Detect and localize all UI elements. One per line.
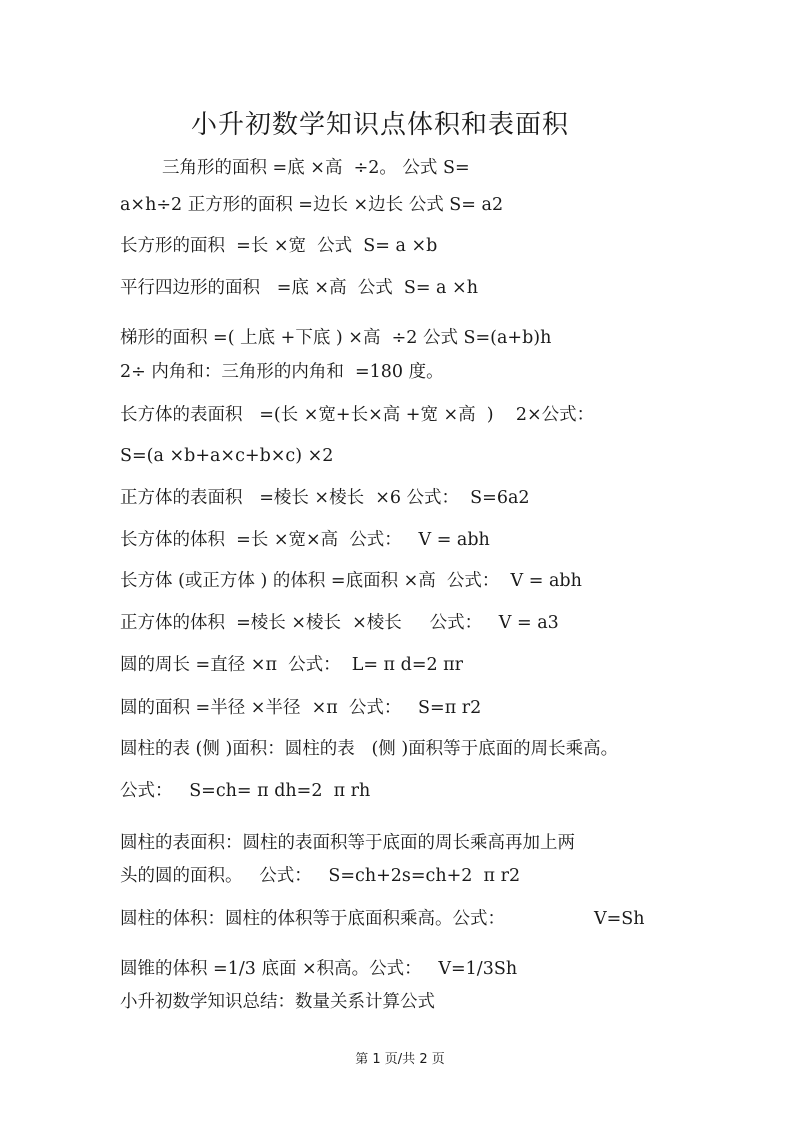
page-footer: 第 1 页/共 2 页 (355, 1052, 445, 1067)
text-line: 圆锥的体积 =1/3 底面 ×积高。公式： V=1/3Sh (120, 959, 518, 979)
text-line: 三角形的面积 =底 ×高 ÷2。 公式 S= (162, 158, 470, 178)
text-line: 公式： S=ch= π dh=2 π rh (120, 781, 371, 801)
text-line: 长方形的面积 =长 ×宽 公式 S= a ×b (120, 236, 438, 256)
text-line: 2÷ 内角和：三角形的内角和 =180 度。 (120, 362, 444, 382)
text-line: 圆柱的表 (侧 )面积：圆柱的表 (侧 )面积等于底面的周长乘高。 (120, 739, 619, 759)
text-line: a×h÷2 正方形的面积 =边长 ×边长 公式 S= a2 (120, 195, 504, 215)
text-line: 正方体的表面积 =棱长 ×棱长 ×6 公式： S=6a2 (120, 488, 530, 508)
text-line: 圆的周长 =直径 ×π 公式： L= π d=2 πr (120, 655, 464, 675)
text-line: 梯形的面积 =( 上底 +下底 ) ×高 ÷2 公式 S=(a+b)h (120, 328, 552, 348)
text-line: 圆柱的体积：圆柱的体积等于底面积乘高。公式： V=Sh (120, 909, 645, 929)
text-line: 小升初数学知识总结：数量关系计算公式 (120, 992, 435, 1012)
text-line: 圆的面积 =半径 ×半径 ×π 公式： S=π r2 (120, 698, 482, 718)
text-line: 长方体 (或正方体 ) 的体积 =底面积 ×高 公式： V = abh (120, 571, 582, 591)
text-line: 长方体的表面积 =(长 ×宽+长×高 +宽 ×高 ) 2×公式： (120, 405, 595, 425)
text-line: 平行四边形的面积 =底 ×高 公式 S= a ×h (120, 278, 478, 298)
text-line: 长方体的体积 =长 ×宽×高 公式： V = abh (120, 530, 490, 550)
text-line: 正方体的体积 =棱长 ×棱长 ×棱长 公式： V = a3 (120, 613, 559, 633)
text-line: 圆柱的表面积：圆柱的表面积等于底面的周长乘高再加上两 (120, 833, 575, 853)
text-line: 头的圆的面积。 公式： S=ch+2s=ch+2 π r2 (120, 866, 521, 886)
page-title: 小升初数学知识点体积和表面积 (190, 110, 569, 140)
text-line: S=(a ×b+a×c+b×c) ×2 (120, 446, 334, 466)
